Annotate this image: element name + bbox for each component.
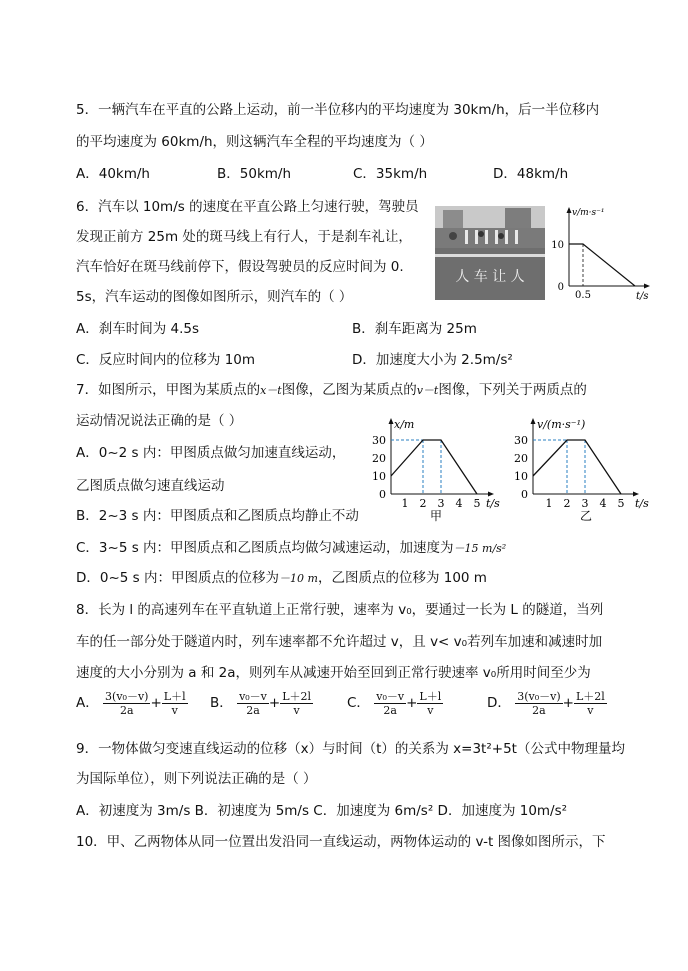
q7-left-ytick-10: 10 xyxy=(372,470,386,483)
q6-graph-xlabel: t/s xyxy=(636,291,649,300)
q7-left-xtick-4: 4 xyxy=(455,497,463,510)
q6-line4: 5s，汽车运动的图像如图所示，则汽车的（ ） xyxy=(76,289,353,305)
q7-vt-graph xyxy=(514,414,664,526)
q6-line3: 汽车恰好在斑马线前停下，假设驾驶员的反应时间为 0. xyxy=(76,259,404,275)
q7-vt-label: v－t xyxy=(416,384,439,397)
q8-option-c: C． $\frac{\text{v₀－v}}{2a}$ + $\frac{L+l}{v}$ xyxy=(347,689,442,717)
q7-left-ytick-0: 0 xyxy=(379,488,386,501)
q8-option-b: B． $\frac{\text{v₀－v}}{2a}$ + $\frac{L+2l}{v}$ xyxy=(210,689,312,717)
q6-line2: 发现正前方 25m 处的斑马线上有行人，于是刹车礼让， xyxy=(76,229,412,245)
q8-option-a-label: A． xyxy=(76,695,99,711)
q7-line1-part3: 图像，下列关于两质点的 xyxy=(438,382,587,398)
q5-option-a: A．40km/h xyxy=(76,166,150,182)
q7-left-ytick-20: 20 xyxy=(372,452,386,465)
q8-b-frac1: $\frac{\text{v₀－v}}{2a}$ xyxy=(239,689,267,717)
q7-right-ytick-20: 20 xyxy=(514,452,528,465)
q7-left-xtick-1: 1 xyxy=(401,497,409,510)
q7-right-xtick-1: 1 xyxy=(545,497,553,510)
q7-option-c-value: －15 m/s² xyxy=(453,542,507,555)
q6-graph-ytick: 10 xyxy=(551,240,564,251)
q9-line2: 为国际单位），则下列说法正确的是（ ） xyxy=(76,771,317,787)
q8-option-d-label: D． xyxy=(487,695,511,711)
q8-c-frac2: $\frac{L+l}{v}$ xyxy=(419,689,442,717)
q5-line2: 的平均速度为 60km/h，则这辆汽车全程的平均速度为（ ） xyxy=(76,134,433,150)
q7-line1-part1: 7．如图所示，甲图为某质点的 xyxy=(76,382,261,398)
q7-option-d xyxy=(76,569,487,588)
q5-option-d: D．48km/h xyxy=(493,166,569,182)
q7-left-xlabel: t/s xyxy=(486,497,500,510)
q9-options: A．初速度为 3m/s B．初速度为 5m/s C．加速度为 6m/s² D．加速度为 10m/s² xyxy=(76,803,568,819)
q7-right-xtick-2: 2 xyxy=(563,497,571,510)
q7-right-xlabel: t/s xyxy=(635,497,649,510)
q8-d-frac2: $\frac{L+2l}{v}$ xyxy=(575,689,605,717)
q7-right-ytick-10: 10 xyxy=(514,470,528,483)
q5-option-b: B．50km/h xyxy=(217,166,292,182)
q8-line1: 8．长为 l 的高速列车在平直轨道上正常行驶，速率为 v₀，要通过一长为 L 的隧道，当列 xyxy=(76,602,604,618)
q6-option-c: C．反应时间内的位移为 10m xyxy=(76,352,256,368)
q7-line1-part2: 图像，乙图为某质点的 xyxy=(281,382,417,398)
q7-xt-label: x－t xyxy=(260,384,282,397)
q7-option-d-end: ，乙图质点的位移为 100 m xyxy=(317,570,487,586)
q7-option-a-line1: A．0~2 s 内：甲图质点做匀加速直线运动， xyxy=(76,445,346,461)
q5-option-c: C．35km/h xyxy=(353,166,428,182)
q7-option-d-text: D．0~5 s 内：甲图质点的位移为 xyxy=(76,570,280,586)
q7-option-a-line2: 乙图质点做匀速直线运动 xyxy=(76,478,225,494)
q7-right-ytick-30: 30 xyxy=(514,434,528,447)
q7-option-b: B．2~3 s 内：甲图质点和乙图质点均静止不动 xyxy=(76,508,359,524)
q6-option-b: B．刹车距离为 25m xyxy=(352,321,477,337)
q7-line2: 运动情况说法正确的是（ ） xyxy=(76,413,243,429)
q8-option-a: A． $\frac{\text{3(v₀－v)}}{2a}$ + $\frac{L+l}{v}$ xyxy=(76,689,186,717)
q7-left-ytick-30: 30 xyxy=(372,434,386,447)
q7-right-xtick-4: 4 xyxy=(599,497,607,510)
q6-graph-xtick: 0.5 xyxy=(575,290,591,300)
q10-line1: 10．甲、乙两物体从同一位置出发沿同一直线运动，两物体运动的 v-t 图像如图所示，下 xyxy=(76,834,606,850)
q7-option-c-text: C．3~5 s 内：甲图质点和乙图质点均做匀减速运动，加速度为 xyxy=(76,540,454,556)
q7-right-ytick-0: 0 xyxy=(521,488,528,501)
q7-left-xtick-2: 2 xyxy=(419,497,427,510)
q7-option-c xyxy=(76,539,506,558)
q6-option-d: D．加速度大小为 2.5m/s² xyxy=(352,352,513,368)
q6-line1: 6．汽车以 10m/s 的速度在平直公路上匀速行驶，驾驶员 xyxy=(76,199,419,215)
q6-option-a: A．刹车时间为 4.5s xyxy=(76,321,200,337)
q8-line3: 速度的大小分别为 a 和 2a，则列车从减速开始至回到正常行驶速率 v₀所用时间至少为 xyxy=(76,665,591,681)
q7-xt-graph xyxy=(360,414,510,526)
q8-option-c-label: C． xyxy=(347,695,370,711)
q6-graph-origin: 0 xyxy=(557,282,564,293)
q5-line1: 5．一辆汽车在平直的公路上运动，前一半位移内的平均速度为 30km/h，后一半位移内 xyxy=(76,102,600,118)
q6-vt-graph xyxy=(550,204,654,300)
q8-option-b-label: B． xyxy=(210,695,233,711)
q8-a-frac2: $\frac{L+l}{v}$ xyxy=(163,689,186,717)
q7-right-xtick-3: 3 xyxy=(581,497,589,510)
q7-left-xtick-5: 5 xyxy=(473,497,481,510)
photo-road-text: 人 车 让 人 xyxy=(455,269,525,285)
q7-left-xtick-3: 3 xyxy=(437,497,445,510)
q9-line1: 9．一物体做匀变速直线运动的位移（x）与时间（t）的关系为 x=3t²+5t（公式中物理量均 xyxy=(76,741,625,757)
q7-left-ylabel: x/m xyxy=(394,418,415,431)
q7-option-d-value: －10 m xyxy=(279,572,318,585)
crosswalk-photo xyxy=(435,206,545,300)
q8-d-frac1: $\frac{\text{3(v₀－v)}}{2a}$ xyxy=(517,689,561,717)
q7-right-xtick-5: 5 xyxy=(617,497,625,510)
q7-right-caption: 乙 xyxy=(579,509,593,523)
q8-c-frac1: $\frac{\text{v₀－v}}{2a}$ xyxy=(376,689,405,717)
q8-option-d: D． $\frac{\text{3(v₀－v)}}{2a}$ + $\frac{L+2l}{v}$ xyxy=(487,689,605,717)
q8-b-frac2: $\frac{L+2l}{v}$ xyxy=(282,689,312,717)
q7-right-ylabel: v/(m·s⁻¹) xyxy=(537,418,586,431)
q7-left-caption: 甲 xyxy=(429,509,443,523)
q8-line2: 车的任一部分处于隧道内时，列车速率都不允许超过 v，且 v< v₀若列车加速和减速时加 xyxy=(76,634,603,650)
q7-line1 xyxy=(76,381,587,400)
q6-graph-ylabel: v/m·s⁻¹ xyxy=(572,208,605,218)
q8-a-frac1: $\frac{\text{3(v₀－v)}}{2a}$ xyxy=(105,689,149,717)
